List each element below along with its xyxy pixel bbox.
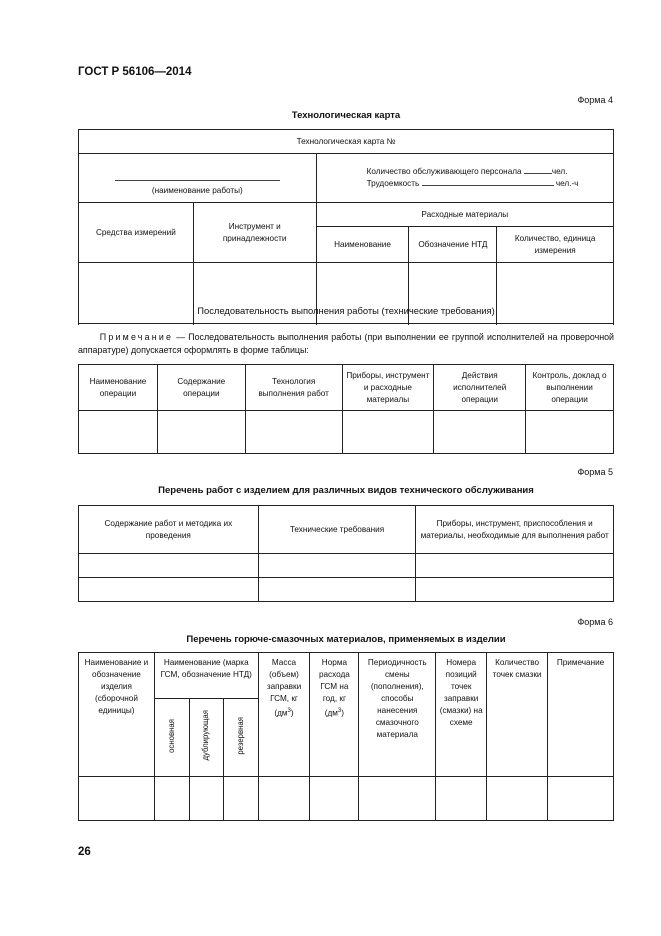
form6-label: Форма 6	[577, 617, 613, 627]
col-consumable-ntd: Обозначение НТД	[409, 227, 497, 263]
note-col-1: Наименование операции	[79, 365, 158, 411]
col-tools: Инструмент и принадлежности	[193, 203, 316, 263]
sub-main: основная	[154, 699, 189, 777]
note-text: — Последовательность выполнения работы (при выполнении ее группой исполнителей на проверочной аппаратуре) допускается оформлять в форме таблицы:	[78, 332, 614, 355]
col-count: Количество точек смазки	[487, 653, 548, 777]
col-item: Наименование и обозначение изделия (сборочной единицы)	[79, 653, 155, 777]
map-number-cell: Технологическая карта №	[79, 130, 614, 154]
form6-title: Перечень горюче-смазочных материалов, применяемых в изделии	[186, 634, 506, 645]
sequence-row	[78, 300, 614, 324]
staff-unit: чел.	[551, 167, 568, 176]
form4-title: Технологическая карта	[291, 110, 401, 121]
note-table	[78, 364, 614, 454]
page-number: 26	[78, 846, 91, 858]
form5-label: Форма 5	[577, 467, 613, 477]
col-consumables: Расходные материалы	[316, 203, 613, 227]
col-fuel: Наименование (марка ГСМ, обозначение НТД)	[154, 653, 258, 699]
col-consumable-qty: Количество, единица измерения	[497, 227, 614, 263]
col-mass: Масса (объем) заправки ГСМ, кг $(дм^3)$	[258, 653, 310, 777]
note-col-4: Приборы, инструмент и расходные материалы	[342, 365, 434, 411]
col-consumable-name: Наименование	[316, 227, 409, 263]
note-paragraph	[78, 331, 614, 357]
form5-table	[78, 505, 614, 602]
staff-label: Количество обслуживающего персонала	[366, 167, 522, 176]
work-name-caption: (наименование работы)	[151, 186, 243, 195]
form5-col-2: Технические требования	[258, 506, 416, 554]
form5-col-3: Приборы, инструмент, приспособления и материалы, необходимые для выполнения работ	[416, 506, 614, 554]
note-prefix: Примечание	[99, 332, 174, 342]
col-period: Периодичность смены (пополнения), способы нанесения смазочного материала	[359, 653, 436, 777]
col-measuring: Средства измерений	[79, 203, 194, 263]
form5-col-1: Содержание работ и методика их проведения	[79, 506, 259, 554]
labor-label: Трудоемкость	[366, 179, 420, 188]
work-name-line	[115, 179, 280, 181]
form4-label: Форма 4	[577, 95, 613, 105]
col-positions: Номера позиций точек заправки (смазки) на схеме	[436, 653, 487, 777]
form4-table	[78, 129, 614, 325]
note-col-6: Контроль, доклад о выполнении операции	[526, 365, 614, 411]
form5-title: Перечень работ с изделием для различных видов технического обслуживания	[158, 485, 534, 496]
sub-duplicate: дублирующая	[189, 699, 223, 777]
note-col-3: Технология выполнения работ	[245, 365, 342, 411]
sequence-text: Последовательность выполнения работы (технические требования)	[197, 305, 495, 316]
note-col-2: Содержание операции	[157, 365, 245, 411]
work-name-cell	[79, 154, 317, 203]
labor-unit: чел.-ч	[555, 179, 579, 188]
form6-table	[78, 652, 614, 821]
col-rate: Норма расхода ГСМ на год, кг $(дм^3)$	[310, 653, 359, 777]
col-note: Примечание	[548, 653, 614, 777]
document-header: ГОСТ Р 56106—2014	[78, 66, 192, 78]
note-col-5: Действия исполнителей операции	[434, 365, 526, 411]
staff-cell	[316, 154, 613, 203]
sub-reserve: резервная	[223, 699, 258, 777]
